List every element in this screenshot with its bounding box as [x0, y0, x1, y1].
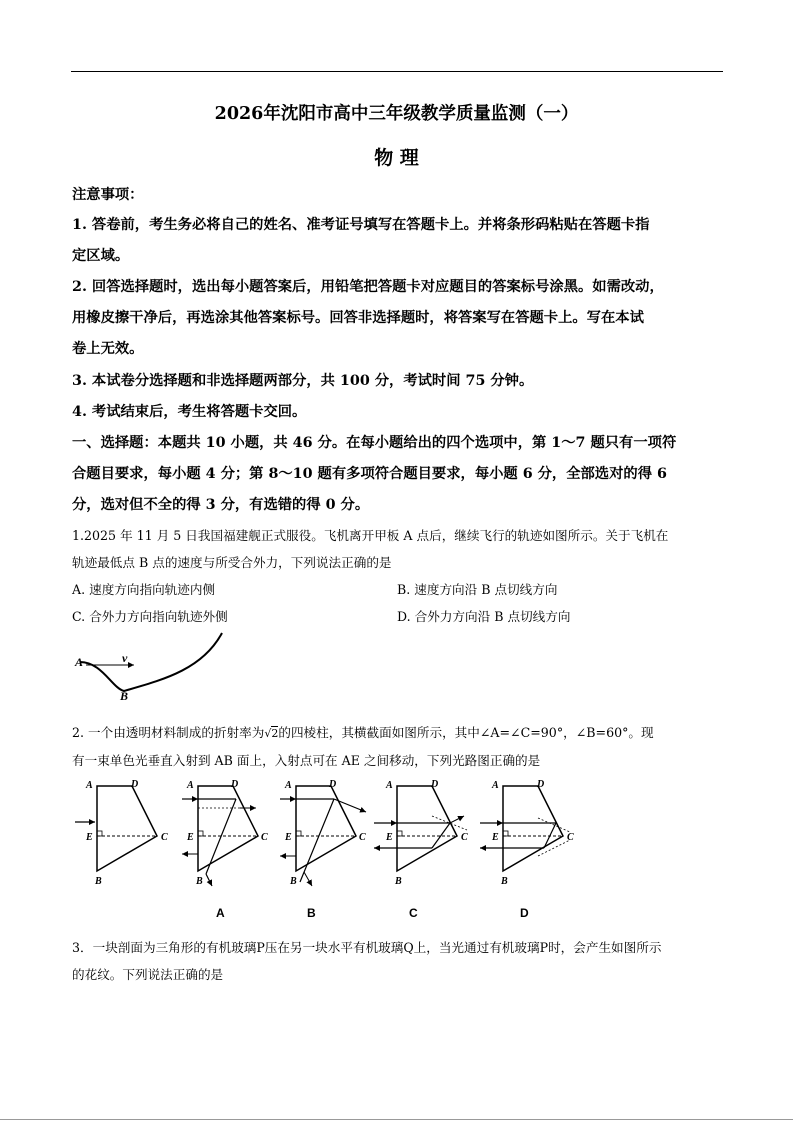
- q2-diagram-d: [478, 776, 586, 892]
- prism-section-diagram: [72, 776, 172, 888]
- notice-item-line: 用橡皮擦干净后，再选涂其他答案标号。回答非选择题时，将答案写在答题卡上。写在本试: [72, 310, 644, 326]
- notice-item-line: 定区域。: [72, 248, 130, 264]
- page-bottom-edge: [0, 1119, 793, 1120]
- q1-option-b: B. 速度方向沿 B 点切线方向: [397, 582, 558, 597]
- vertex-d-label: D: [537, 779, 545, 790]
- vertex-e-label: E: [187, 832, 194, 843]
- q2-stem-prefix: 2. 一个由透明材料制成的折射率为: [72, 725, 265, 740]
- vertex-b-label: B: [395, 876, 402, 887]
- q2-stem-line: 有一束单色光垂直入射到 AB 面上，入射点可在 AE 之间移动，下列光路图正确的是: [72, 753, 541, 768]
- vertex-d-label: D: [431, 779, 439, 790]
- q1-trajectory-figure: [72, 630, 232, 700]
- vertex-e-label: E: [86, 832, 93, 843]
- q2-stem-suffix: 的四棱柱，其横截面如图所示，其中∠A=∠C=90°，∠B=60°。现: [278, 725, 654, 740]
- vertex-c-label: C: [461, 832, 468, 843]
- notice-item-line: 卷上无效。: [72, 341, 144, 357]
- vertex-c-label: C: [261, 832, 268, 843]
- vertex-b-label: B: [290, 876, 297, 887]
- vertex-b-label: B: [501, 876, 508, 887]
- q2-diagram-a: [178, 776, 276, 892]
- vertex-b-label: B: [196, 876, 203, 887]
- notice-item-line: 3. 本试卷分选择题和非选择题两部分，共 100 分，考试时间 75 分钟。: [72, 373, 534, 389]
- vertex-a-label: A: [285, 780, 292, 791]
- sqrt-symbol: √: [264, 727, 272, 740]
- q2-sqrt-value: 2: [271, 727, 279, 740]
- caption-d: D: [520, 906, 529, 920]
- section-heading-line: 合题目要求，每小题 4 分；第 8～10 题有多项符合题目要求，每小题 6 分，全部选对的得 6: [72, 466, 667, 482]
- notice-item-line: 4. 考试结束后，考生将答题卡交回。: [72, 404, 307, 420]
- caption-a: A: [216, 906, 225, 920]
- subject-title: 物 理: [374, 147, 419, 169]
- page-title: 2026年沈阳市高中三年级教学质量监测（一）: [214, 104, 579, 124]
- vertex-a-label: A: [86, 780, 93, 791]
- vertex-b-label: B: [95, 876, 102, 887]
- vertex-e-label: E: [492, 832, 499, 843]
- caption-b: B: [307, 906, 316, 920]
- q3-stem-line: 3．一块剖面为三角形的有机玻璃P压在另一块水平有机玻璃Q上，当光通过有机玻璃P时，会产生如图所示: [72, 940, 662, 955]
- vertex-e-label: E: [386, 832, 393, 843]
- vertex-a-label: A: [187, 780, 194, 791]
- q1-option-a: A. 速度方向指向轨迹内侧: [72, 582, 216, 597]
- q1-stem-line: 轨迹最低点 B 点的速度与所受合外力，下列说法正确的是: [72, 555, 392, 570]
- vertex-c-label: C: [567, 832, 574, 843]
- q3-stem-line: 的花纹。下列说法正确的是: [72, 967, 224, 982]
- vertex-c-label: C: [359, 832, 366, 843]
- top-rule: [71, 71, 723, 72]
- vertex-d-label: D: [329, 779, 337, 790]
- vertex-d-label: D: [231, 779, 239, 790]
- notice-heading: 注意事项：: [72, 187, 144, 203]
- q2-diagram-c: [372, 776, 480, 892]
- q2-diagram-b: [276, 776, 376, 892]
- vertex-a-label: A: [492, 780, 499, 791]
- q1-option-c: C. 合外力方向指向轨迹外侧: [72, 609, 228, 624]
- q1-option-d: D. 合外力方向沿 B 点切线方向: [397, 609, 571, 624]
- q2-stem-line: [72, 722, 727, 741]
- q1-velocity-label: v: [122, 651, 128, 665]
- caption-c: C: [409, 906, 418, 920]
- notice-item-line: 1. 答卷前，考生务必将自己的姓名、准考证号填写在答题卡上。并将条形码粘贴在答题卡指: [72, 217, 650, 233]
- notice-item-line: 2. 回答选择题时，选出每小题答案后，用铅笔把答题卡对应题目的答案标号涂黑。如需改动，: [72, 279, 664, 295]
- section-heading-line: 分，选对但不全的得 3 分，有选错的得 0 分。: [72, 497, 370, 513]
- vertex-d-label: D: [131, 779, 139, 790]
- vertex-c-label: C: [161, 832, 168, 843]
- q1-point-a-label: A: [75, 655, 84, 669]
- section-heading-line: 一、选择题：本题共 10 小题，共 46 分。在每小题给出的四个选项中，第 1～7 题只有一项符: [72, 435, 677, 451]
- q1-point-b-label: B: [120, 689, 129, 700]
- vertex-e-label: E: [285, 832, 292, 843]
- vertex-a-label: A: [386, 780, 393, 791]
- q1-stem-line: 1.2025 年 11 月 5 日我国福建舰正式服役。飞机离开甲板 A 点后，继续飞行的轨迹如图所示。关于飞机在: [72, 528, 669, 543]
